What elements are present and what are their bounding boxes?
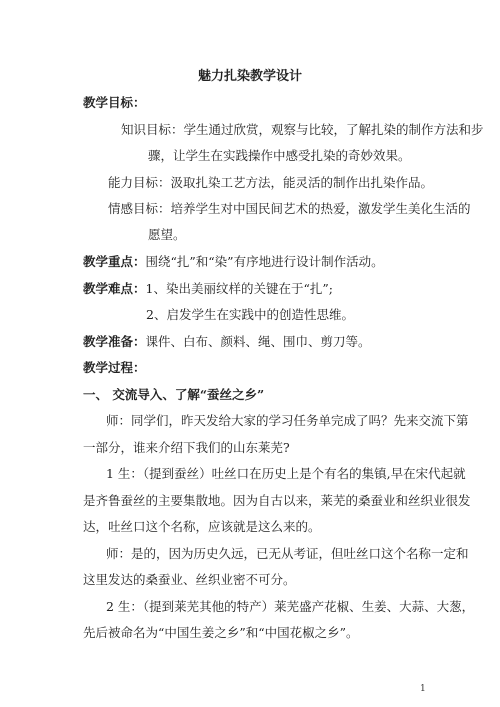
difficulty-item-1: 1、染出美丽纹样的关键在于“扎”; bbox=[145, 281, 333, 296]
paragraph-2-line-2: 是齐鲁蚕丝的主要集散地。因为自古以来，莱芜的桑蚕业和丝织业很发 bbox=[83, 493, 471, 508]
emotion-objective-line-1: 情感目标：培养学生对中国民间艺术的热爱，激发学生美化生活的 bbox=[108, 201, 471, 216]
difficulty bbox=[0, 281, 500, 297]
knowledge-objective-line-1: 知识目标：学生通过欣赏，观察与比较，了解扎染的制作方法和步 bbox=[121, 122, 484, 137]
preparation-text: 课件、白布、颜料、绳、围巾、剪刀等。 bbox=[145, 334, 371, 349]
paragraph-2-line-1: 1 生：（提到蚕丝）吐丝口在历史上是个有名的集镇,早在宋代起就 bbox=[106, 466, 466, 481]
paragraph-4-line-1: 2 生：（提到莱芜其他的特产）莱芜盛产花椒、生姜、大蒜、大葱， bbox=[106, 599, 475, 614]
key-point-label: 教学重点： bbox=[83, 254, 146, 269]
paragraph-4-line-2: 先后被命名为“中国生姜之乡”和“中国花椒之乡”。 bbox=[83, 625, 359, 640]
paragraph-1-line-2: 一部分，谁来介绍下我们的山东莱芜? bbox=[83, 440, 290, 455]
ability-objective: 能力目标：汲取扎染工艺方法，能灵活的制作出扎染作品。 bbox=[108, 175, 434, 190]
knowledge-objective-line-2: 骤，让学生在实践操作中感受扎染的奇妙效果。 bbox=[148, 148, 411, 163]
paragraph-1-line-1: 师：同学们，昨天发给大家的学习任务单完成了吗？先来交流下第 bbox=[106, 413, 469, 428]
difficulty-item-2: 2、启发学生在实践中的创造性思维。 bbox=[146, 307, 354, 322]
paragraph-3-line-1: 师：是的，因为历史久远，已无从考证，但吐丝口这个名称一定和 bbox=[106, 546, 469, 561]
paragraph-3-line-2: 这里发达的桑蚕业、丝织业密不可分。 bbox=[83, 572, 296, 587]
difficulty-label: 教学难点： bbox=[83, 281, 146, 296]
emotion-objective-line-2: 愿望。 bbox=[148, 227, 186, 242]
paragraph-2-line-3: 达，吐丝口这个名称，应该就是这么来的。 bbox=[83, 519, 321, 534]
page-number: 1 bbox=[420, 684, 426, 694]
section-1-heading: 一、 交流导入、了解“蚕丝之乡” bbox=[83, 387, 265, 402]
key-point bbox=[0, 254, 500, 270]
key-point-text: 围绕“扎”和“染”有序地进行设计制作活动。 bbox=[145, 254, 384, 269]
process-heading: 教学过程： bbox=[83, 360, 146, 375]
document-title: 魅力扎染教学设计 bbox=[197, 69, 302, 84]
objectives-heading: 教学目标： bbox=[83, 95, 146, 110]
preparation bbox=[0, 334, 500, 350]
preparation-label: 教学准备： bbox=[83, 334, 146, 349]
